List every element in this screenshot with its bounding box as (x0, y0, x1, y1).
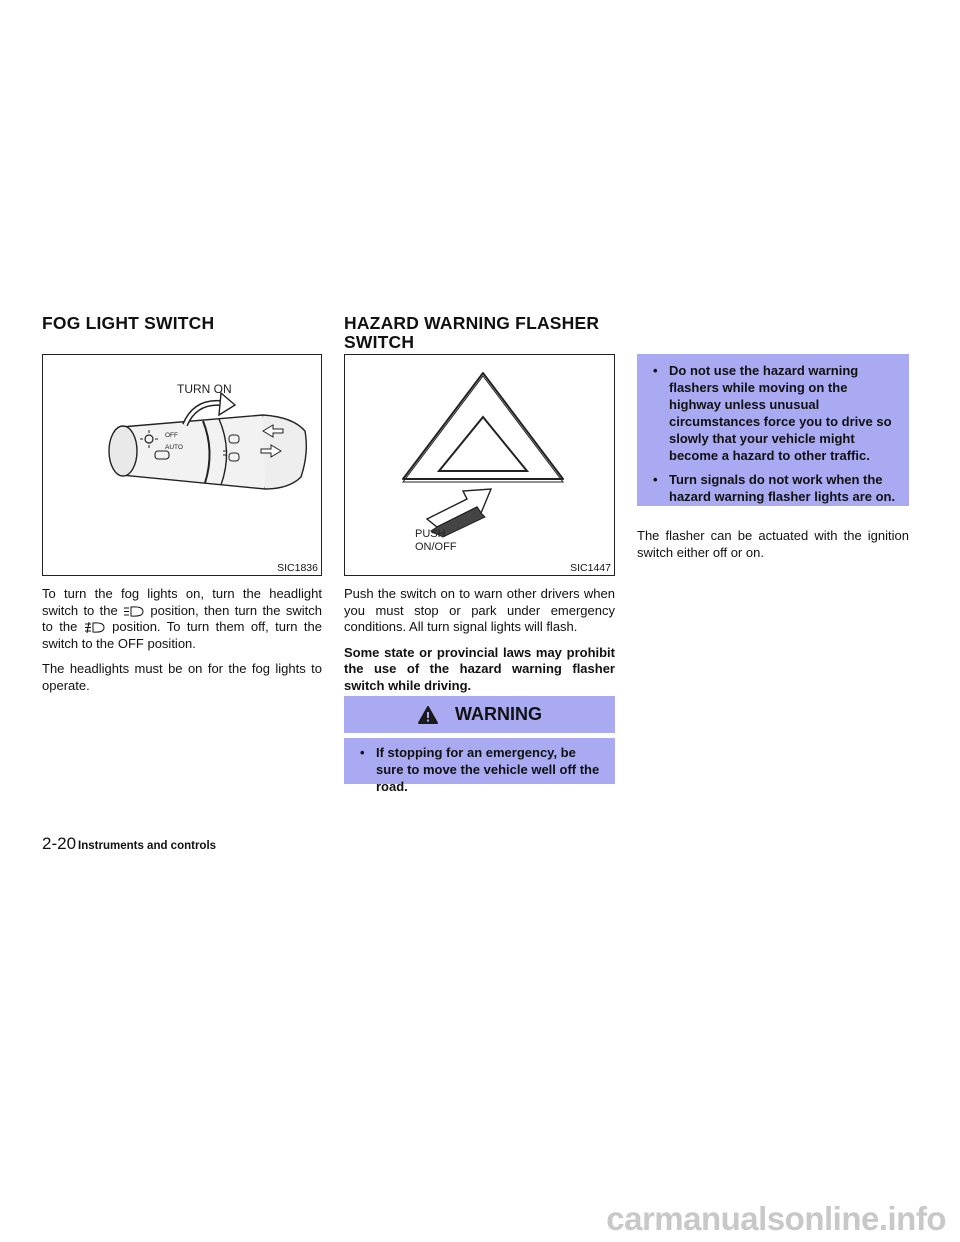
warning-box-middle (344, 738, 615, 794)
warning-header (344, 696, 615, 733)
warning-bullet-item (645, 471, 899, 505)
auto-mark: AUTO (165, 444, 183, 451)
hazard-switch-illustration (345, 355, 614, 575)
fog-p1-part-a: To turn the fog lights on, turn the headlight switch to the (42, 586, 322, 618)
warning-list-middle (352, 744, 605, 795)
site-watermark: carmanualsonline.info (606, 1200, 946, 1237)
page-number: 2-20 (42, 834, 77, 853)
warning-heading: WARNING (455, 704, 542, 724)
bullet-dot: • (653, 363, 658, 378)
fog-rear-icon (84, 621, 106, 634)
page-footer (42, 834, 216, 854)
bullet-dot: • (360, 745, 365, 760)
fog-p1-part-b: position, then turn the switch to the (42, 602, 322, 634)
fog-light-switch-figure (42, 354, 322, 576)
fog-p1-part-c: position. To turn them off, turn the switch to the OFF position. (42, 619, 322, 651)
flasher-ignition-paragraph: The flasher can be actuated with the ignition switch either off or on. (637, 528, 909, 560)
warning-triangle-icon (417, 705, 439, 725)
hazard-figure-code: SIC1447 (570, 562, 611, 574)
hazard-paragraph-1: Push the switch on to warn other drivers when you must stop or park under emergency conditions. All turn signal lights will flash. (344, 586, 615, 634)
fog-paragraph-2: The headlights must be on for the fog lights to operate. (42, 661, 322, 693)
warning-bullet-item (352, 744, 605, 795)
on-off-label: ON/OFF (415, 541, 457, 553)
hazard-text-block (344, 586, 615, 703)
footer-section-name: Instruments and controls (78, 840, 217, 852)
hazard-title-line-1: HAZARD WARNING FLASHER (344, 313, 600, 333)
fog-figure-code: SIC1836 (277, 562, 318, 574)
warning-box-right (637, 354, 909, 506)
hazard-title-line-2: SWITCH (344, 332, 415, 352)
warning-bullet-text: If stopping for an emergency, be sure to move the vehicle well off the road. (376, 745, 600, 794)
hazard-law-paragraph: Some state or provincial laws may prohibit the use of the hazard warning flasher switch while driving. (344, 644, 615, 693)
fog-light-text-block (42, 586, 322, 703)
warning-list-right (645, 362, 899, 505)
turn-on-label: TURN ON (177, 382, 232, 396)
fog-front-icon (123, 605, 145, 618)
warning-bullet-text: Do not use the hazard warning flashers while moving on the highway unless unusual circumstances force you to drive so slowly that your vehicle might become a hazard to other traffic. (669, 363, 892, 463)
fog-light-section-title: FOG LIGHT SWITCH (42, 313, 215, 333)
warning-bullet-text: Turn signals do not work when the hazard warning flasher lights are on. (669, 472, 896, 504)
warning-bullet-item (645, 362, 899, 464)
off-mark: OFF (165, 432, 178, 439)
hazard-switch-figure (344, 354, 615, 576)
fog-paragraph-1 (42, 586, 322, 652)
hazard-section-title (344, 314, 599, 352)
fog-light-switch-illustration (43, 355, 321, 575)
bullet-dot: • (653, 472, 658, 487)
push-label: PUSH (415, 528, 446, 540)
